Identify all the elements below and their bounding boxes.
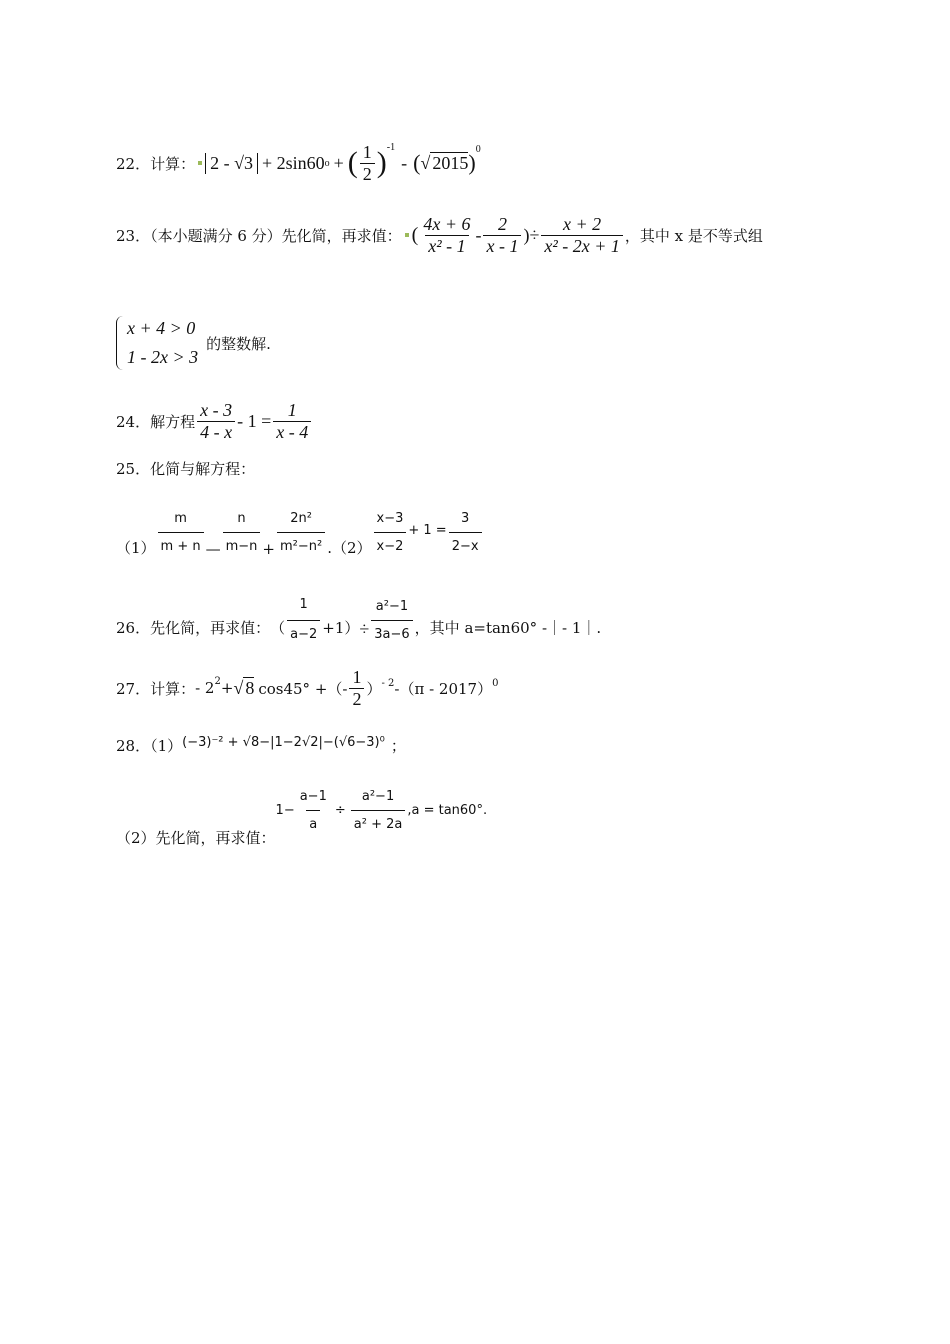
q23-f1-num: 4x + 6	[423, 213, 471, 234]
q22-paren-open: (	[347, 146, 358, 179]
q27-t1-exp: 2	[214, 676, 221, 687]
q28-a-den: a	[306, 810, 320, 832]
q25-fraction-c	[277, 511, 325, 554]
q22-abs-term: 2 - √3	[205, 153, 258, 174]
q23-fraction-1	[420, 214, 473, 257]
q26-a-num: 1	[299, 597, 308, 612]
q25-e-num: 3	[460, 511, 470, 526]
q23-ineq2: 1 - 2x > 3	[127, 347, 199, 367]
q25-b-den: m−n	[223, 532, 261, 554]
q24-f2-den: x - 4	[273, 421, 311, 443]
question-26	[116, 580, 601, 642]
q28-expression: (−3)⁻² + √8−|1−2√2|−(√6−3)⁰	[182, 734, 385, 750]
q23-fraction-2	[483, 214, 521, 257]
q23-paren-open: (	[411, 223, 419, 246]
q25-d-mid: + 1 =	[408, 523, 447, 538]
q23-tail: ，其中 x 是不等式组	[624, 226, 763, 245]
q25-fraction-a	[158, 511, 204, 554]
q23-div: )÷	[523, 224, 540, 245]
q22-half-den: 2	[360, 163, 375, 185]
question-28-part2	[116, 790, 487, 850]
q23-f2-num: 2	[497, 213, 507, 234]
q24-f1-den: 4 - x	[197, 421, 235, 443]
q26-b-num: a²−1	[375, 599, 409, 614]
q23-label: 23．（本小题满分 6 分）先化简，再求值：	[116, 226, 402, 245]
q28-fraction-a	[297, 789, 330, 832]
q23-fraction-3	[541, 214, 623, 257]
q22-half-num: 1	[362, 141, 372, 162]
q27-t5-exp: 0	[492, 678, 499, 689]
q23-ineq-tail: 的整数解.	[206, 334, 271, 353]
q26-fraction-b	[371, 599, 412, 642]
q23-f2-den: x - 1	[483, 235, 521, 257]
q28-expression-2	[276, 789, 488, 832]
q23-inequality-system	[116, 316, 271, 370]
q23-ineq1: x + 4 > 0	[127, 318, 196, 338]
question-22	[116, 140, 481, 186]
q24-fraction-1	[197, 400, 235, 443]
q27-t4-exp: - 2	[381, 678, 395, 689]
q22-paren2-close: )	[468, 150, 476, 175]
question-24	[116, 396, 313, 446]
q28-b-den: a² + 2a	[351, 810, 406, 832]
question-25-expressions	[116, 496, 484, 558]
q22-degree: o	[324, 157, 330, 169]
marker-dot	[198, 161, 202, 165]
q22-minus: -	[401, 152, 408, 173]
q27-half-fraction	[349, 667, 364, 710]
q22-plus: +	[333, 152, 344, 173]
q25-d-num: x−3	[376, 511, 404, 526]
q22-half-fraction	[360, 142, 375, 185]
q22-label: 22．计算：	[116, 154, 196, 173]
q22-sin-term: + 2sin60	[261, 152, 325, 173]
marker-dot	[405, 233, 409, 237]
q28-fraction-b	[351, 789, 406, 832]
q28-div: ÷	[334, 803, 346, 818]
q22-paren2-open: (	[413, 150, 421, 175]
q28-a-num: a−1	[299, 789, 327, 804]
q24-mid: - 1 =	[237, 410, 272, 431]
q27-label: 27．计算：	[116, 679, 196, 698]
q22-exp-zero: 0	[475, 144, 481, 155]
q28-label: 28．（1）	[116, 736, 183, 755]
q25-fraction-d	[374, 511, 407, 554]
q26-a-den: a−2	[287, 620, 320, 642]
q26-fraction-a	[287, 597, 320, 642]
question-27	[116, 664, 498, 712]
q25-plus: +	[262, 540, 275, 558]
q24-label: 24．解方程	[116, 412, 196, 431]
q22-paren-close: )	[376, 146, 387, 179]
q27-sqrt-val: 8	[245, 678, 255, 698]
q27-t4: ）	[366, 679, 382, 698]
q22-sqrt-sign: √	[420, 152, 431, 173]
q26-plus1: +1）	[322, 619, 360, 637]
q23-minus: -	[475, 224, 482, 245]
q24-f2-num: 1	[287, 399, 297, 420]
q25-p1: （1）	[116, 539, 156, 557]
q27-t1: - 2	[195, 679, 215, 697]
q23-f1-den: x² - 1	[425, 235, 468, 257]
q25-c-num: 2n²	[290, 511, 312, 526]
q27-t2: +	[220, 679, 234, 697]
q25-minus: —	[205, 540, 221, 558]
q26-b-den: 3a−6	[371, 620, 412, 642]
q27-h-den: 2	[349, 688, 364, 710]
q28-lead: 1−	[275, 803, 295, 818]
question-23	[116, 210, 763, 260]
q26-label: 26．先化简，再求值：	[116, 619, 271, 637]
q28-b-num: a²−1	[361, 789, 395, 804]
q24-fraction-2	[273, 400, 311, 443]
q28-tail: ,a = tan60°.	[407, 803, 488, 818]
q26-open: （	[270, 619, 286, 637]
q26-tail: ，其中 a=tan60° -｜- 1｜.	[414, 619, 602, 637]
q27-h-num: 1	[352, 666, 362, 687]
brace-icon	[116, 316, 123, 370]
q28-semi: ；	[390, 736, 406, 755]
q22-sqrt-val: 2015	[432, 153, 469, 173]
q27-t5: -（π - 2017）	[394, 679, 493, 698]
q23-ineq-group	[127, 318, 198, 368]
q25-d-den: x−2	[374, 532, 407, 554]
q25-fraction-e	[449, 511, 482, 554]
q27-sqrt-sign: √	[233, 677, 244, 698]
q25-a-den: m + n	[158, 532, 204, 554]
q25-fraction-b	[223, 511, 261, 554]
question-28-part1	[116, 732, 406, 758]
q23-f3-num: x + 2	[563, 213, 602, 234]
q24-f1-num: x - 3	[200, 399, 233, 420]
q23-f3-den: x² - 2x + 1	[541, 235, 623, 257]
q27-t3: cos45° +（-	[258, 679, 348, 698]
q28-p2: （2）先化简，再求值：	[116, 829, 276, 847]
q25-title: 25．化简与解方程：	[116, 460, 256, 478]
q26-div: ÷	[359, 619, 370, 639]
q25-e-den: 2−x	[449, 532, 482, 554]
q25-b-num: n	[237, 511, 246, 526]
q25-a-num: m	[174, 511, 187, 526]
q25-p2: .（2）	[327, 539, 372, 557]
q22-exp-neg1: -1	[386, 142, 396, 153]
q25-c-den: m²−n²	[277, 532, 325, 554]
